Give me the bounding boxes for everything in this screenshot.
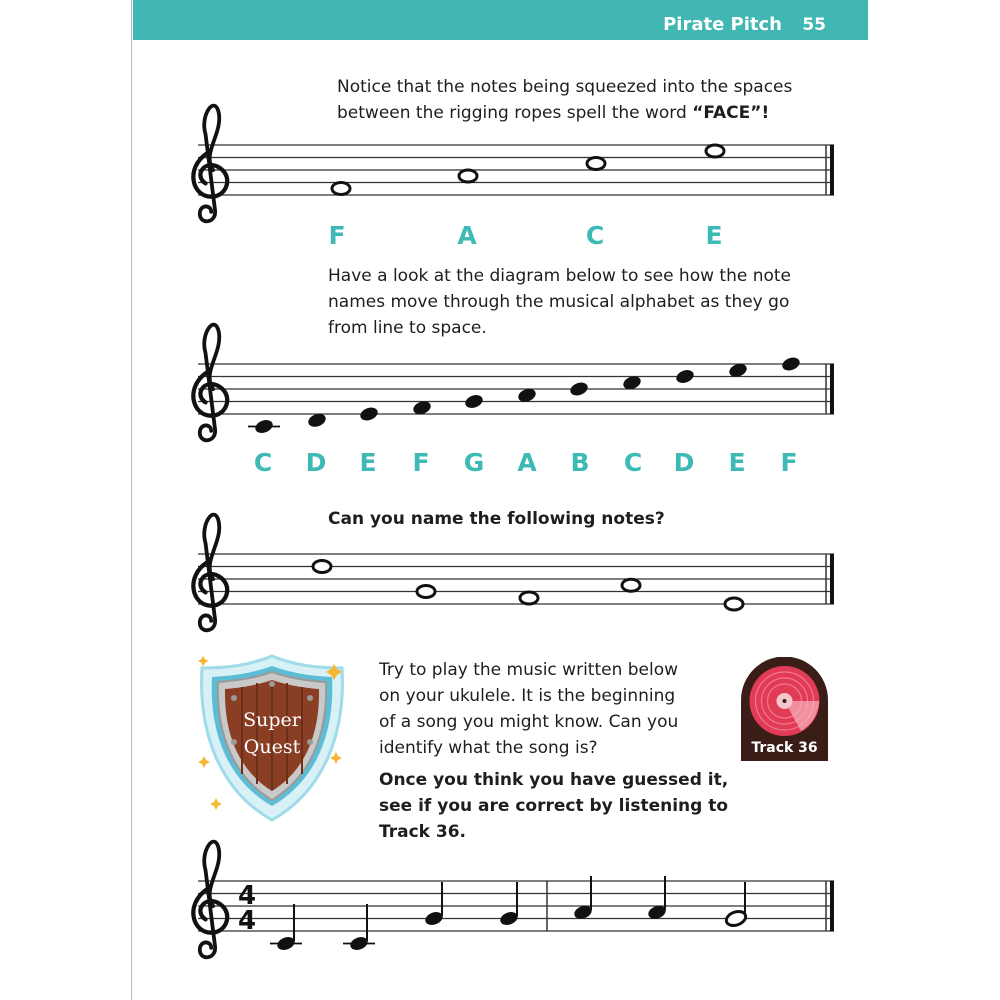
page-number: 55: [802, 15, 826, 35]
staff-quiz: [193, 515, 834, 631]
face-word: “FACE”!: [692, 103, 770, 123]
alphabet-intro-line3: from line to space.: [328, 318, 487, 338]
time-signature-top: 4: [237, 881, 257, 911]
quest-line3: of a song you might know. Can you: [379, 712, 679, 732]
treble-clef-icon: [193, 325, 227, 441]
song-notes: [275, 876, 747, 952]
quest-line1: Try to play the music written below: [379, 660, 679, 680]
scale-letter: D: [673, 448, 695, 477]
alphabet-intro-line1: Have a look at the diagram below to see how the note: [328, 266, 792, 286]
quest-line4: identify what the song is?: [379, 738, 598, 758]
scale-letter: G: [463, 448, 485, 477]
alphabet-intro-line2: names move through the musical alphabet as they go: [328, 292, 790, 312]
staff-song: [193, 842, 834, 958]
name-notes-prompt: Can you name the following notes?: [328, 509, 665, 529]
badge-text-quest: Quest: [243, 736, 301, 758]
face-letter-e: E: [705, 221, 723, 250]
face-letter-f: F: [328, 221, 346, 250]
badge-text-super: Super: [243, 709, 301, 731]
face-letter-a: A: [457, 221, 477, 250]
time-signature-bottom: 4: [237, 906, 257, 936]
scale-letter: C: [253, 448, 273, 477]
quest-bold-line1: Once you think you have guessed it,: [379, 770, 729, 790]
track-label: Track 36: [751, 740, 818, 756]
quest-line2: on your ukulele. It is the beginning: [379, 686, 676, 706]
scale-letter: C: [623, 448, 643, 477]
chapter-title: Pirate Pitch: [663, 14, 782, 35]
quest-bold-line3: Track 36.: [379, 822, 467, 842]
scale-letter: A: [517, 448, 537, 477]
treble-clef-icon: [193, 106, 227, 222]
staff-scale: [193, 325, 834, 477]
scale-letter: B: [570, 448, 590, 477]
scale-letters: [254, 448, 798, 477]
quest-bold-line2: see if you are correct by listening to: [379, 796, 729, 816]
treble-clef-icon: [193, 515, 227, 631]
scale-letter: E: [359, 448, 377, 477]
scale-notes: [253, 355, 801, 435]
scale-letter: F: [780, 448, 798, 477]
quiz-notes: [313, 561, 743, 611]
face-intro-line1: Notice that the notes being squeezed into the spaces: [337, 77, 793, 97]
face-letters: [328, 221, 722, 250]
scale-letter: E: [728, 448, 746, 477]
face-intro-line2: between the rigging ropes spell the word “FACE”!: [337, 103, 770, 123]
scale-letter: F: [412, 448, 430, 477]
treble-clef-icon: [193, 842, 227, 958]
scale-letter: D: [305, 448, 327, 477]
face-letter-c: C: [585, 221, 605, 250]
staff-face: [193, 106, 834, 250]
